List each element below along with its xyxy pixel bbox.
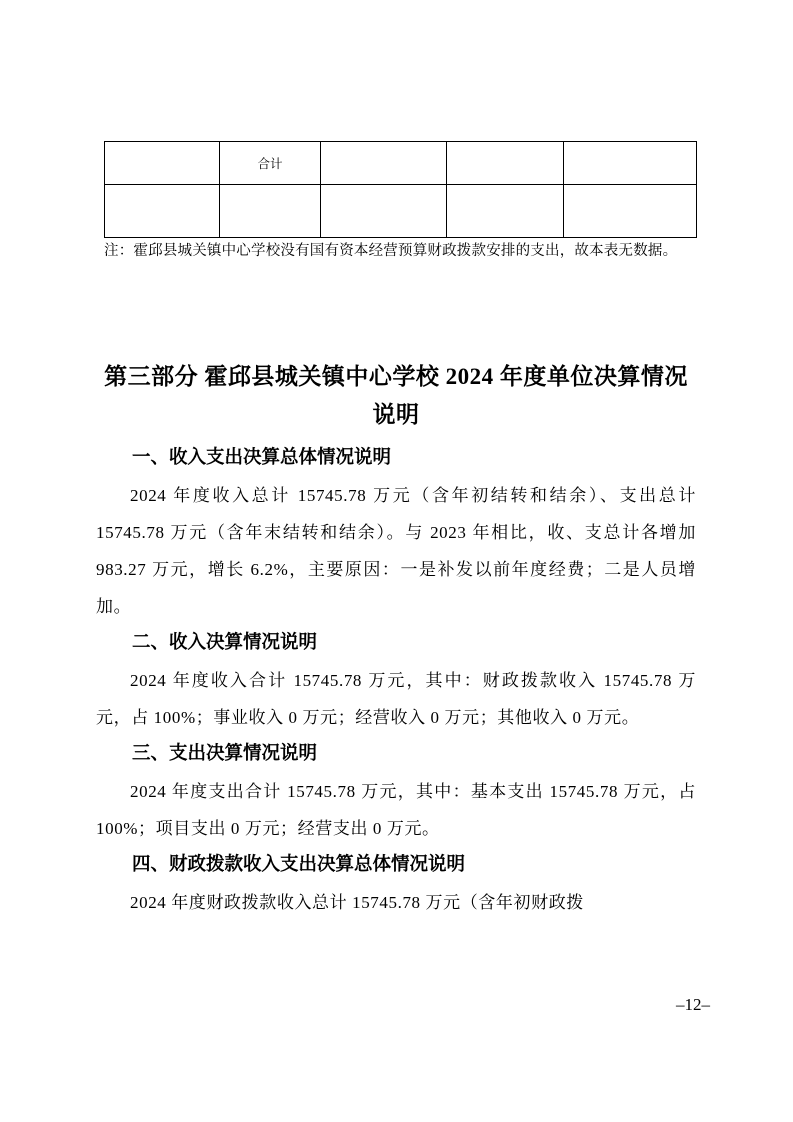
table-row (105, 142, 697, 185)
table-cell (105, 185, 220, 238)
heading-fiscal-appropriation-overview: 四、财政拨款收入支出决算总体情况说明 (132, 855, 466, 875)
table-row (105, 185, 697, 238)
table-cell-total: 合计 (220, 142, 321, 185)
table-note: 注：霍邱县城关镇中心学校没有国有资本经营预算财政拨款安排的支出，故本表无数据。 (104, 243, 678, 259)
table-cell (447, 142, 564, 185)
heading-income-settlement: 二、收入决算情况说明 (132, 633, 318, 653)
declaration-table-wrapper (104, 141, 691, 238)
table-cell (105, 142, 220, 185)
page-title-line1: 第三部分 霍邱县城关镇中心学校 2024 年度单位决算情况 (104, 364, 688, 389)
page-number: –12– (676, 995, 710, 1014)
document-body (96, 440, 696, 921)
page-title-line2: 说明 (372, 402, 420, 427)
table-cell (321, 185, 447, 238)
page-title (96, 358, 696, 434)
declaration-table (104, 141, 697, 238)
table-cell (564, 185, 697, 238)
paragraph-fiscal-appropriation-overview: 2024 年度财政拨款收入总计 15745.78 万元（含年初财政拨 (130, 893, 584, 912)
paragraph-expenditure-settlement: 2024 年度支出合计 15745.78 万元，其中：基本支出 15745.78 万元，占 100%；项目支出 0 万元；经营支出 0 万元。 (96, 782, 696, 838)
paragraph-income-settlement: 2024 年度收入合计 15745.78 万元，其中：财政拨款收入 15745.78 万元，占 100%；事业收入 0 万元；经营收入 0 万元；其他收入 0 万元。 (96, 671, 696, 727)
heading-expenditure-settlement: 三、支出决算情况说明 (132, 744, 318, 764)
paragraph-income-expense-overview: 2024 年度收入总计 15745.78 万元（含年初结转和结余）、支出总计 15745.78 万元（含年末结转和结余）。与 2023 年相比，收、支总计各增加 983.27 万元，增长 6.2%，主要原因：一是补发以前年度经费；二是人员增加。 (96, 486, 696, 616)
table-cell (447, 185, 564, 238)
table-cell (564, 142, 697, 185)
table-cell (220, 185, 321, 238)
heading-income-expense-overview: 一、收入支出决算总体情况说明 (132, 448, 392, 468)
table-cell (321, 142, 447, 185)
